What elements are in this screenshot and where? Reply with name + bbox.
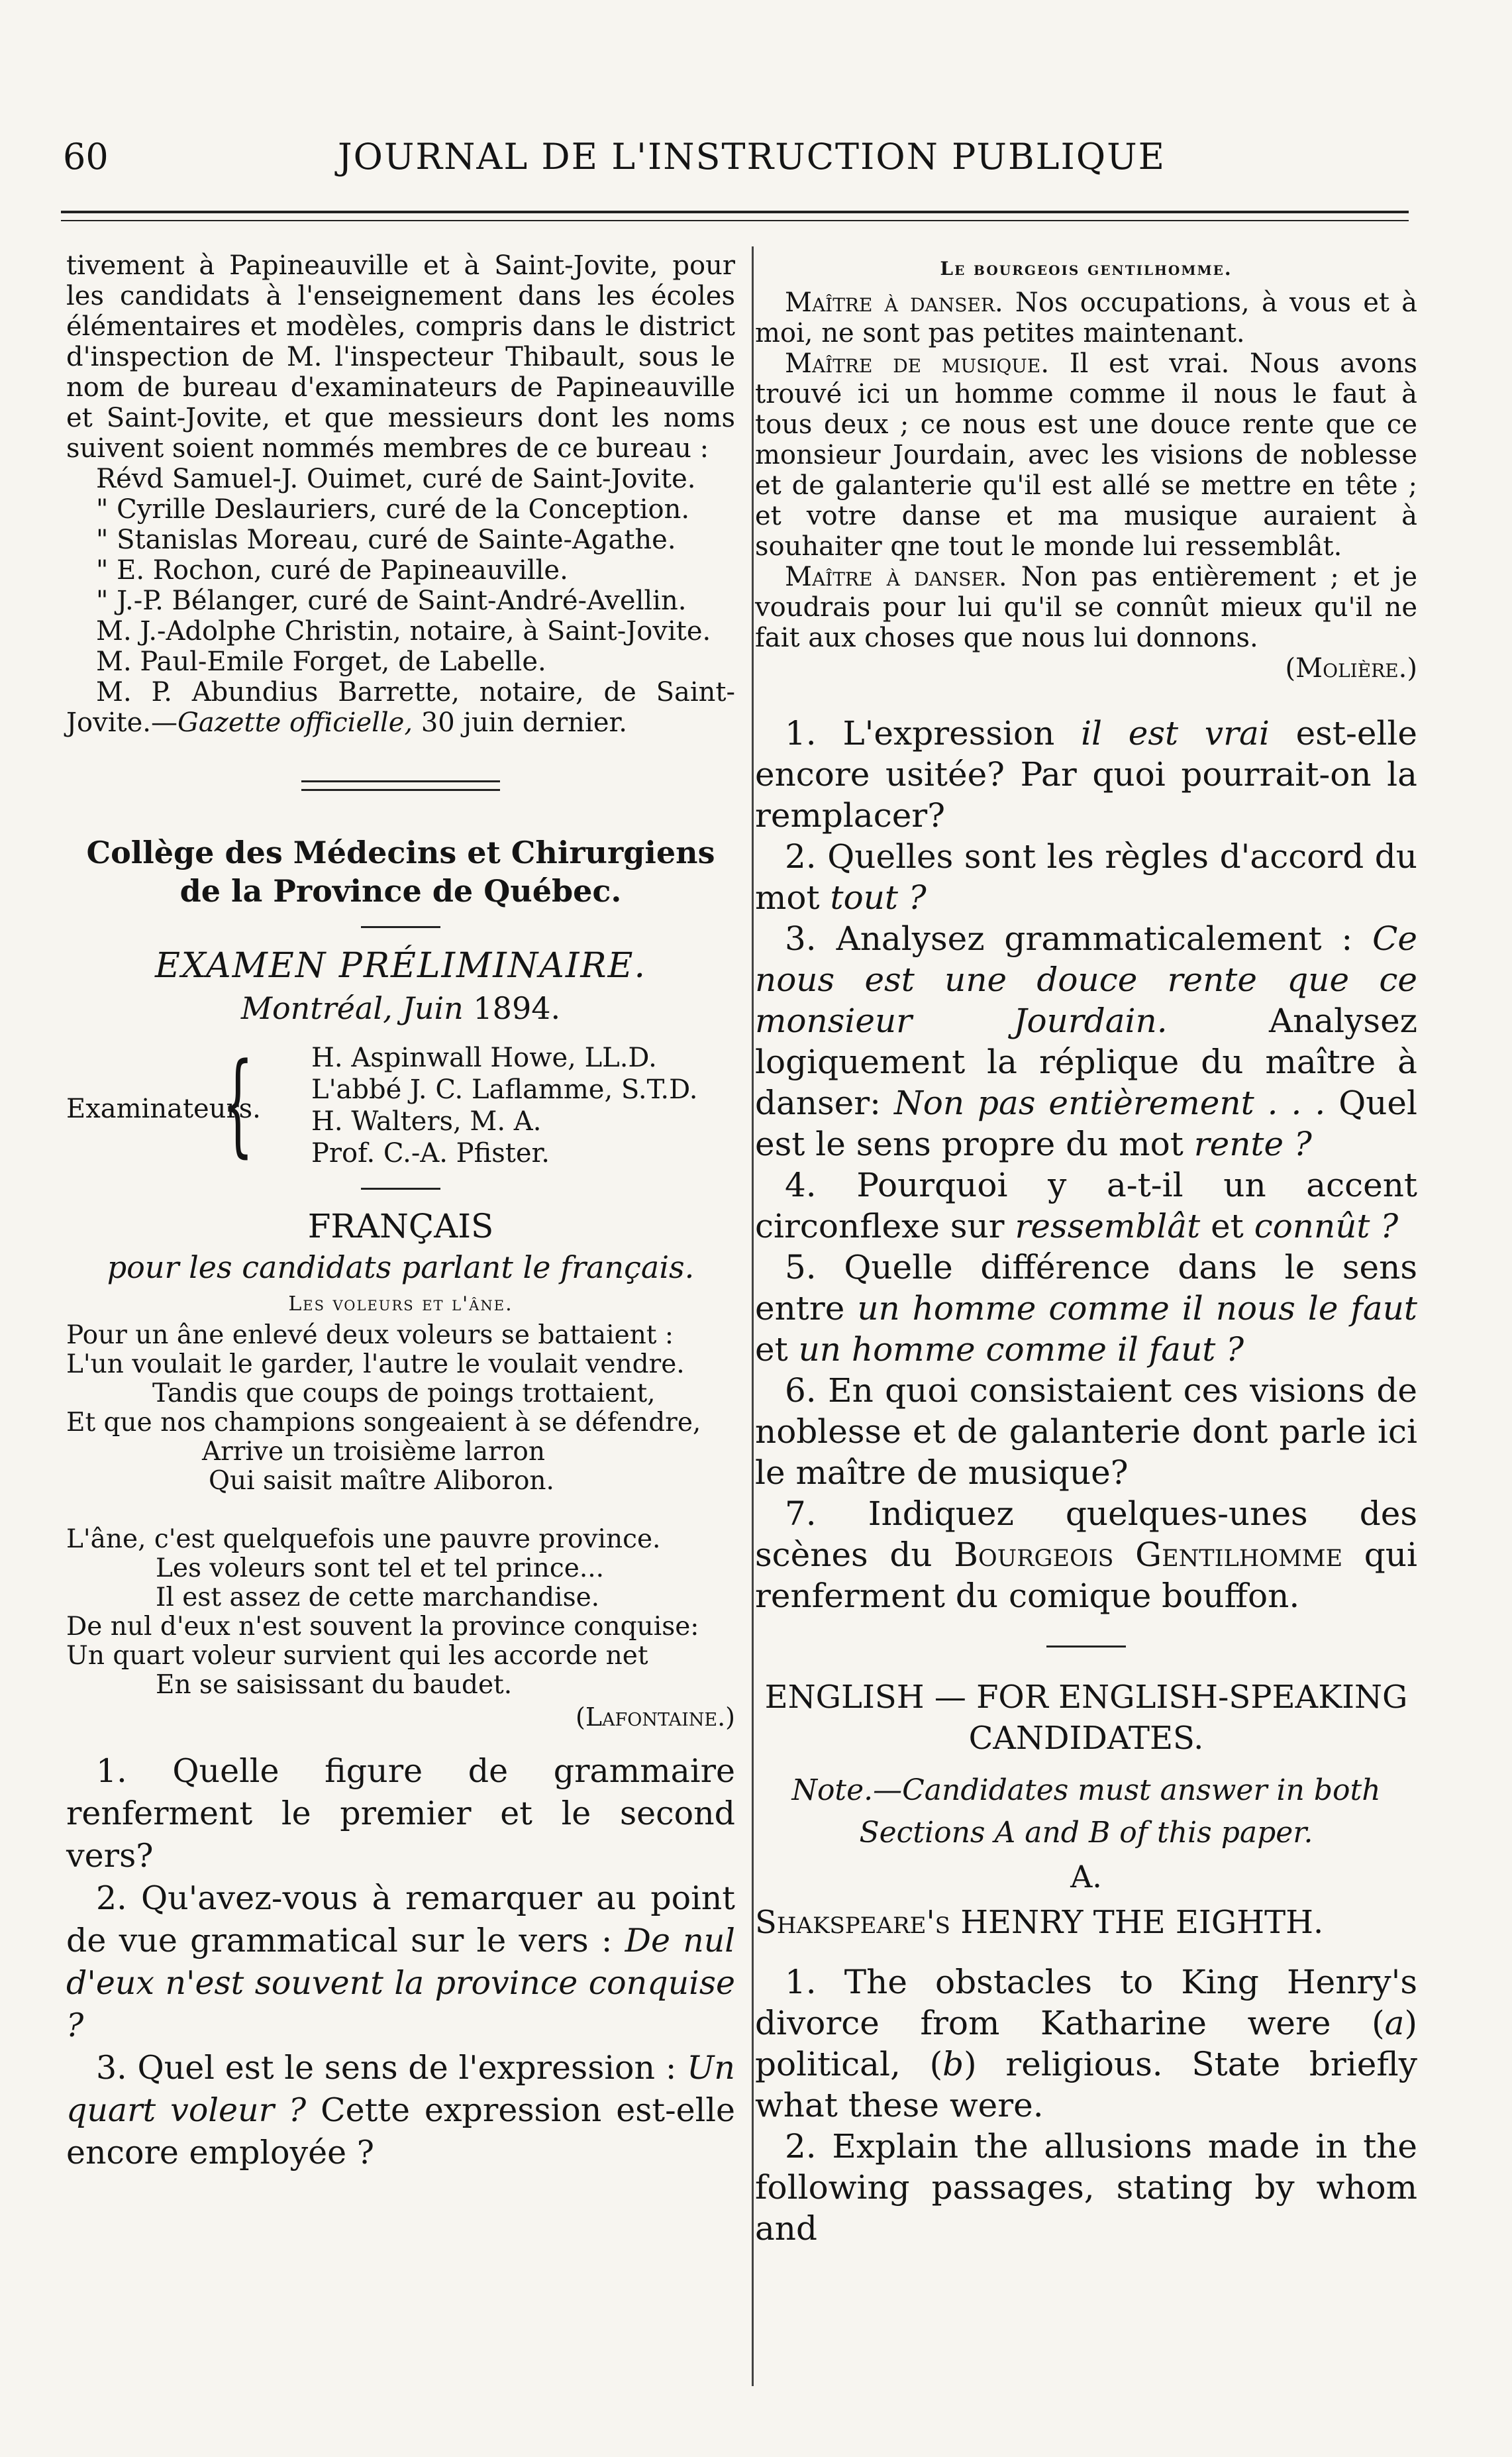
francais-subtitle: pour les candidats parlant le français. [107,1249,695,1285]
section-a: A. [1070,1859,1102,1895]
question: 7. Indiquez quelques-unes des scènes du Bourgeois Gentilhomme qui renferment du comique bouffon. [755,1494,1418,1615]
examiner: H. Aspinwall Howe, LL.D. [311,1043,657,1073]
question: 1. L'expression il est vrai est-elle encore usitée? Par quoi pourrait-on la remplacer? [755,714,1417,835]
henry-title: Shakspeare's HENRY THE EIGHTH. [755,1904,1324,1941]
left-column [66,250,735,2174]
english-note: Note.—Candidates must answer in both Sections A and B of this paper. [791,1773,1381,1850]
examiners-list [311,1042,697,1169]
examiners-block [66,1039,735,1172]
dialogue-line: Maître de musique. Il est vrai. Nous avons trouvé ici un homme comme il nous le faut à tous deux ; ce nous est une douce rente que ce monsieur Jourdain, avec les visions de noblesse et de galanterie qu'il est allé se mettre en tête ; et votre danse et ma musique auraient à souhaiter qne tout le monde lui ressemblât. [755,348,1417,562]
board-member: " Stanislas Moreau, curé de Sainte-Agathe. [96,525,676,555]
question: 1. Quelle figure de grammaire renferment le premier et le second vers? [66,1752,735,1875]
question: 1. The obstacles to King Henry's divorce from Katharine were (a) political, (b) religious. State briefly what these were. [755,1963,1417,2124]
english-questions [755,1961,1417,2249]
moliere-excerpt [755,288,1417,684]
question: 3. Analysez grammaticalement : Ce nous est une douce rente que ce monsieur Jourdain. Analysez logiquement la réplique du maître à danser: Non pas entièrement . . . Quel est le sens propre du mot rente ? [755,919,1418,1163]
french-questions [66,1750,735,2174]
excerpt-source: (Molière.) [1285,653,1417,684]
moliere-questions [755,713,1417,1616]
english-title: ENGLISH — FOR ENGLISH-SPEAKING CANDIDATES. [764,1679,1408,1757]
exam-date: Montréal, Juin 1894. [240,990,561,1026]
board-member: " J.-P. Bélanger, curé de Saint-André-Avellin. [96,586,687,616]
question: 3. Quel est le sens de l'expression : Un quart voleur ? Cette expression est-elle encore employée ? [66,2049,735,2171]
dialogue-line: Maître à danser. Nos occupations, à vous et à moi, ne sont pas petites maintenant. [755,288,1417,348]
right-column [755,250,1417,2249]
poem-source: (Lafontaine.) [576,1702,735,1732]
brace-glyph: { [222,1039,254,1169]
board-member: " Cyrille Deslauriers, curé de la Conception. [96,494,690,525]
exam-title: EXAMEN PRÉLIMINAIRE. [154,946,647,986]
dialogue-line: Maître à danser. Non pas entièrement ; et je voudrais pour lui qu'il se connût mieux qu'il ne fait aux choses que nous lui donnons. [755,562,1417,653]
poem-stanza-2: L'âne, c'est quelquefois une pauvre province. Les voleurs sont tel et tel prince... Il est assez de cette marchandise. De nul d'eux n'est souvent la province conquise: Un quart voleur survient qui les accorde net En se saisissant du baudet. [66,1524,699,1700]
examiner: Prof. C.-A. Pfister. [311,1138,550,1169]
section-separator [301,780,500,791]
gazette-notice [66,250,735,738]
question: 6. En quoi consistaient ces visions de noblesse et de galanterie dont parle ici le maître de musique? [755,1371,1417,1492]
examiner: H. Walters, M. A. [311,1106,542,1137]
page-number: 60 [63,136,109,178]
board-member: M. J.-Adolphe Christin, notaire, à Saint-Jovite. [96,616,711,647]
running-title: JOURNAL DE L'INSTRUCTION PUBLIQUE [338,136,1166,178]
notice-source: M. P. Abundius Barrette, notaire, de Saint-Jovite.—Gazette officielle, 30 juin dernier. [66,677,735,738]
college-title: Collège des Médecins et Chirurgiens de la Province de Québec. [86,835,715,909]
board-member: " E. Rochon, curé de Papineauville. [96,555,568,586]
board-member: M. Paul-Emile Forget, de Labelle. [96,647,546,677]
examiners-label: Examinateurs. [66,1094,261,1124]
poem-title: Les voleurs et l'âne. [288,1292,513,1316]
notice-intro: tivement à Papineauville et à Saint-Jovite, pour les candidats à l'enseignement dans les écoles élémentaires et modèles, compris dans le district d'inspection de M. l'inspecteur Thibault, sous le nom de bureau d'examinateurs de Papineauville et Saint-Jovite, et que messieurs dont les noms suivent soient nommés membres de ce bureau : [66,250,735,464]
play-title: Le bourgeois gentilhomme. [940,258,1233,280]
question: 2. Explain the allusions made in the following passages, stating by whom and [755,2127,1417,2248]
poem-stanza-1: Pour un âne enlevé deux voleurs se battaient : L'un voulait le garder, l'autre le voulait vendre. Tandis que coups de poings trottaient, Et que nos champions songeaient à se défendre, Arrive un troisième larron Qui saisit maître Aliboron. [66,1320,701,1496]
board-member: Révd Samuel-J. Ouimet, curé de Saint-Jovite. [96,464,696,494]
header-rule-top [61,211,1409,213]
page-header [0,0,1512,219]
question: 5. Quelle différence dans le sens entre un homme comme il nous le faut et un homme comme il faut ? [755,1248,1417,1369]
question: 2. Qu'avez-vous à remarquer au point de vue grammatical sur le vers : De nul d'eux n'est souvent la province conquise ? [66,1879,735,2044]
header-rule-bottom [61,220,1409,221]
examiner: L'abbé J. C. Laflamme, S.T.D. [311,1074,698,1105]
question: 2. Quelles sont les règles d'accord du mot tout ? [755,837,1417,917]
question: 4. Pourquoi y a-t-il un accent circonflexe sur ressemblât et connût ? [755,1166,1417,1245]
column-divider [752,246,754,2386]
francais-title: FRANÇAIS [307,1207,494,1245]
